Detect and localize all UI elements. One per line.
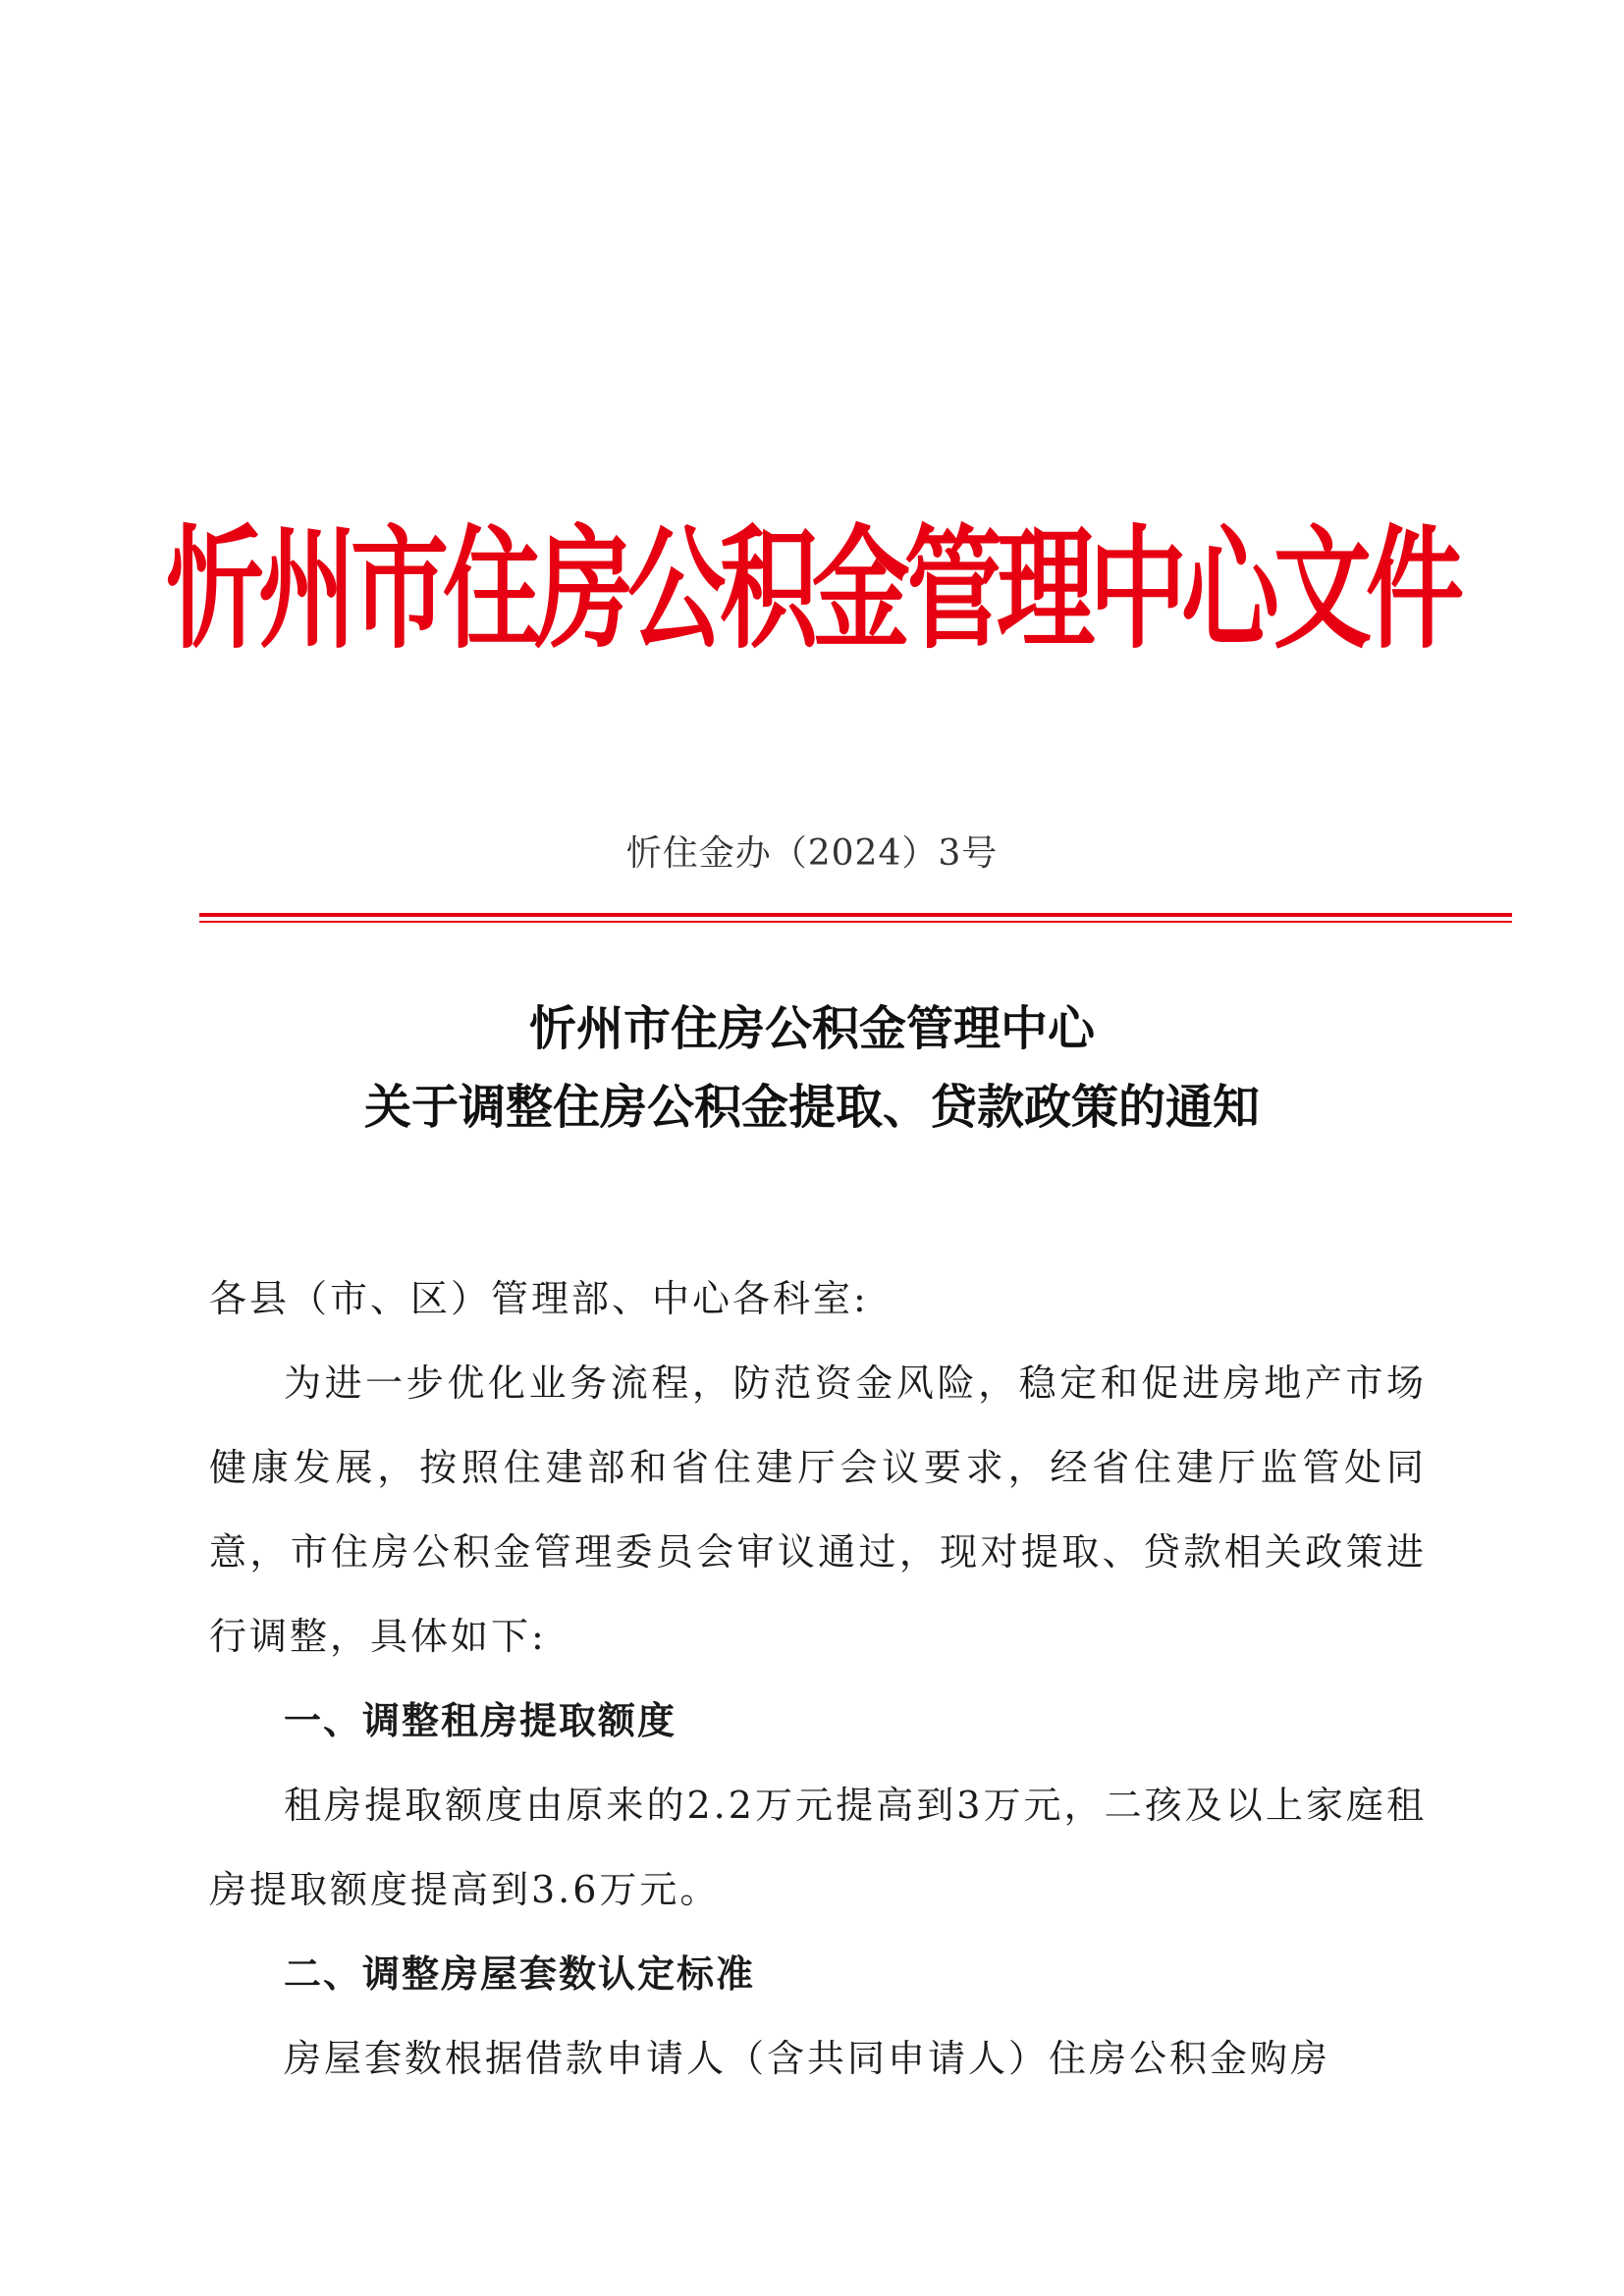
notice-title-line-2: 关于调整住房公积金提取、贷款政策的通知 (363, 1080, 1260, 1135)
section-1-heading: 一、调整租房提取额度 (284, 1699, 677, 1742)
red-divider-thick (199, 913, 1512, 917)
document-header-title: 忻州市住房公积金管理中心文件 (166, 510, 1458, 667)
section-1-paragraph: 租房提取额度由原来的2.2万元提高到3万元，二孩及以上家庭租房提取额度提高到3.6万元。 (209, 1784, 1427, 1911)
document-body (209, 1256, 1427, 2101)
section-2-heading: 二、调整房屋套数认定标准 (284, 1952, 756, 1996)
salutation: 各县（市、区）管理部、中心各科室: (209, 1277, 869, 1320)
section-2-paragraph: 房屋套数根据借款申请人（含共同申请人）住房公积金购房 (284, 2037, 1331, 2080)
notice-title (0, 989, 1624, 1147)
intro-paragraph: 为进一步优化业务流程，防范资金风险，稳定和促进房地产市场健康发展，按照住建部和省住建厅会议要求，经省住建厅监管处同意，市住房公积金管理委员会审议通过，现对提取、贷款相关政策进行调整，具体如下: (209, 1362, 1427, 1658)
red-divider-thin (199, 921, 1512, 923)
notice-title-line-1: 忻州市住房公积金管理中心 (528, 1001, 1095, 1056)
document-number: 忻住金办（2024）3号 (625, 833, 999, 874)
